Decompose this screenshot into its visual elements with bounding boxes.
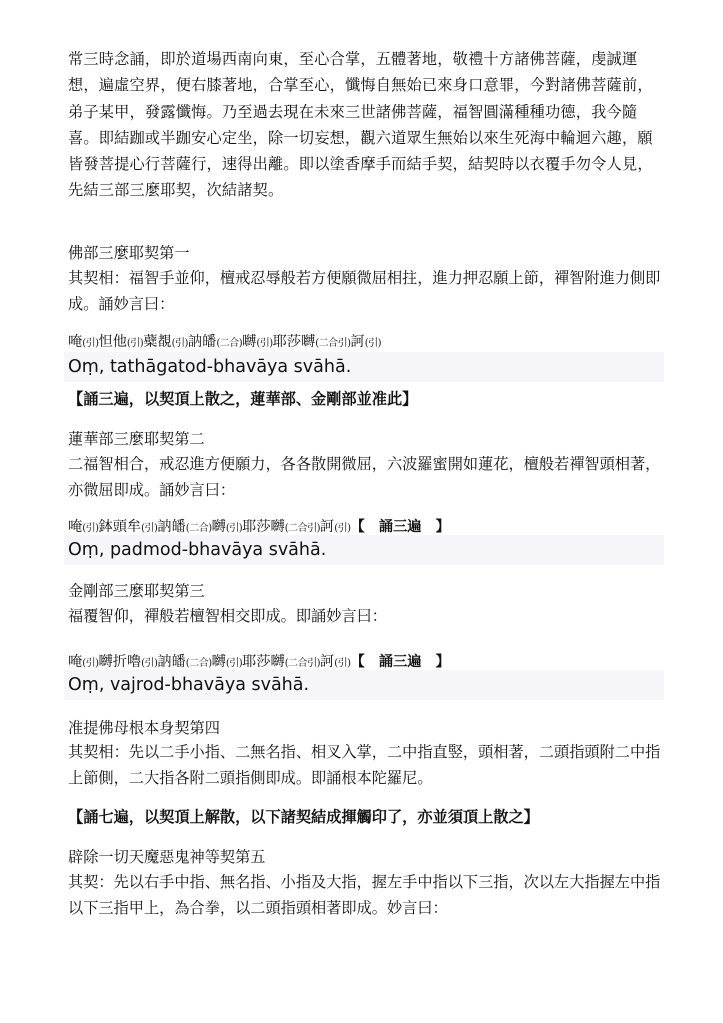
- mantra-syllable: 訶: [350, 334, 365, 350]
- mantra-syllable: 蘗覩: [143, 334, 172, 350]
- section-4-note: 【誦七遍，以契頂上解散，以下諸契結成揮觸印了，亦並須頂上散之】: [68, 808, 539, 826]
- mantra-syllable: 訶: [320, 519, 335, 535]
- mantra-annotation: (引): [334, 523, 351, 534]
- mantra-annotation: (引): [82, 658, 99, 669]
- mantra-annotation: (引): [141, 523, 158, 534]
- mantra-syllable: 訥皤: [187, 334, 217, 350]
- section-5-body: 其契：先以右手中指、無名指、小指及大指，握左手中指以下三指，次以左大指握左中指以下三指甲上，為合拳，以二頭指頭相著即成。妙言曰：: [68, 873, 661, 918]
- mantra-annotation: (引): [82, 338, 99, 349]
- mantra-annotation: (引): [141, 658, 158, 669]
- mantra-syllable: 唵: [68, 334, 83, 350]
- mantra-recitation-note: 【 誦三遍 】: [350, 654, 450, 670]
- mantra-syllable: 耶莎嚩: [242, 519, 285, 535]
- mantra-annotation: (引): [82, 523, 99, 534]
- section-1-body: 其契相：福智手並仰，檀戒忍辱般若方便願微屈相拄，進力押忍願上節，禪智附進力側即成。誦妙言曰：: [68, 269, 661, 314]
- section-3-body: 福覆智仰，禪般若檀智相交即成。即誦妙言曰：: [68, 607, 387, 625]
- mantra-recitation-note: 【 誦三遍 】: [350, 519, 450, 535]
- mantra-annotation: (二合): [216, 338, 243, 349]
- section-2-body: 二福智相合，戒忍進方便願力，各各散開微屈，六波羅蜜開如蓮花，檀般若禪智頭相著，亦微屈即成。誦妙言曰：: [68, 455, 661, 500]
- mantra-annotation: (引): [256, 338, 273, 349]
- mantra-annotation: (引): [225, 523, 243, 534]
- section-1-title: 佛部三麼耶契第一: [68, 244, 190, 262]
- section-1-romanization: Oṃ, tathāgatod-bhavāya svāhā.: [64, 352, 664, 382]
- section-1-note: 【誦三遍，以契頂上散之，蓮華部、金剛部並准此】: [68, 390, 418, 408]
- mantra-syllable: 唵: [68, 519, 83, 535]
- mantra-annotation: (引): [171, 338, 188, 349]
- mantra-syllable: 耶莎嚩: [272, 334, 316, 350]
- mantra-syllable: 嚩: [211, 519, 226, 535]
- mantra-syllable: 嚩折嚕: [98, 654, 142, 670]
- section-5-title: 辟除一切天魔惡鬼神等契第五: [68, 848, 266, 866]
- section-4-title: 准提佛母根本身契第四: [68, 719, 220, 737]
- section-2-romanization: Oṃ, padmod-bhavāya svāhā.: [64, 535, 664, 565]
- mantra-annotation: (引): [225, 658, 243, 669]
- section-3-title: 金剛部三麼耶契第三: [68, 582, 205, 600]
- intro-paragraph: 常三時念誦，即於道場西南向東，至心合掌，五體著地，敬禮十方諸佛菩薩，虔誠運想，遍虛空界，便右膝著地，合掌至心，懺悔自無始已來身口意罪，今對諸佛菩薩前，弟子某甲，發露懺悔。乃至過去現在未來三世諸佛菩薩，福智圓滿種種功德，我今隨喜。即結跏或半跏安心定坐，除一切妄想，觀六道眾生無始以來生死海中輪迴六趣，願皆發菩提心行菩薩行，速得出離。即以塗香摩手而結手契，結契時以衣覆手勿令人見，先結三部三麼耶契，次結諸契。: [68, 50, 653, 200]
- section-2-title: 蓮華部三麼耶契第二: [68, 430, 205, 448]
- mantra-syllable: 訥皤: [157, 654, 186, 670]
- mantra-annotation: (二合引): [284, 658, 321, 669]
- section-3-romanization: Oṃ, vajrod-bhavāya svāhā.: [64, 670, 664, 700]
- mantra-syllable: 耶莎嚩: [242, 654, 285, 670]
- mantra-annotation: (二合): [185, 658, 212, 669]
- mantra-syllable: 嚩: [242, 334, 257, 350]
- mantra-syllable: 嚩: [211, 654, 226, 670]
- mantra-annotation: (引): [334, 658, 351, 669]
- mantra-syllable: 訥皤: [157, 519, 186, 535]
- mantra-syllable: 怛他: [98, 334, 127, 350]
- mantra-annotation: (二合): [185, 523, 212, 534]
- mantra-annotation: (引): [126, 338, 144, 349]
- mantra-syllable: 訶: [320, 654, 335, 670]
- mantra-syllable: 鉢頭牟: [98, 519, 142, 535]
- mantra-annotation: (引): [364, 338, 382, 349]
- section-4-body: 其契相：先以二手小指、二無名指、相叉入掌，二中指直竪，頭相著，二頭指頭附二中指上節側，二大指各附二頭指側即成。即誦根本陀羅尼。: [68, 743, 661, 788]
- mantra-annotation: (二合引): [284, 523, 321, 534]
- mantra-annotation: (二合引): [315, 338, 351, 349]
- mantra-syllable: 唵: [68, 654, 83, 670]
